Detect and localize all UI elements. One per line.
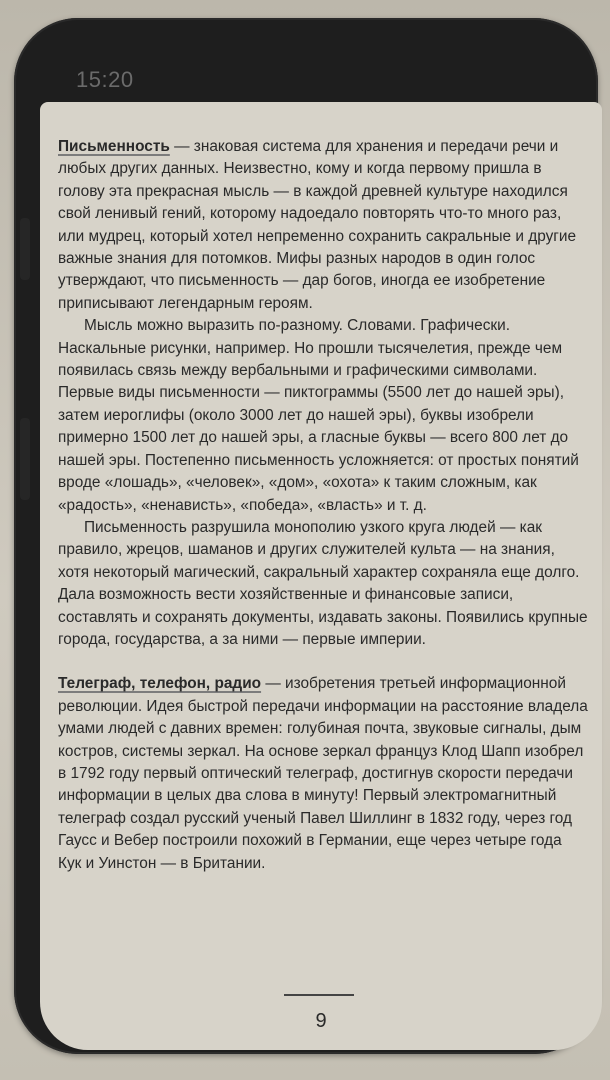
status-time: 15:20 bbox=[76, 67, 134, 92]
section1-paragraph-2: Мысль можно выразить по-разному. Словами. Графически. Наскальные рисунки, например. Но прошли тысячелетия, прежде чем появилась связь между вербальными и графическими символами. Первые виды письменности — пиктограммы (5500 лет до нашей эры), затем иероглифы (около 3000 лет до нашей эры), буквы изобрели примерно 1500 лет до нашей эры, а гласные буквы — всего 800 лет до нашей эры. Постепенно письменность усложняется: от простых понятий вроде «лошадь», «человек», «дом», «охота» к таким сложным, как «радость», «ненависть», «победа», «власть» и т. д. bbox=[58, 317, 579, 514]
section1-paragraph-1 bbox=[58, 136, 588, 315]
page-number: 9 bbox=[315, 1010, 327, 1032]
phone-frame bbox=[14, 18, 598, 1054]
page-screen bbox=[40, 102, 602, 1050]
footer-divider bbox=[284, 994, 354, 996]
term-pismennost: Письменность bbox=[58, 138, 170, 155]
term-telegraf: Телеграф, телефон, радио bbox=[58, 675, 262, 693]
section2-paragraph bbox=[58, 673, 588, 875]
side-button bbox=[20, 218, 30, 280]
section-gap bbox=[58, 651, 588, 673]
side-button bbox=[20, 418, 30, 500]
section1-paragraph-3: Письменность разрушила монополию узкого круга людей — как правило, жрецов, шаманов и других служителей культа — на знания, хотя некоторый магический, сакральный характер сохраняла еще долго. Дала возможность вести хозяйственные и финансовые записи, составлять и сохранять документы, издавать законы. Появились крупные города, государства, а за ними — первые империи. bbox=[58, 518, 588, 648]
status-bar bbox=[76, 58, 556, 102]
section1-text-1: — знаковая система для хранения и передачи речи и любых других данных. Неизвестно, кому и когда первому пришла в голову эта прекрасная мысль — в каждой древней культуре находился свой ленивый гений, которому надоедало повторять что-то много раз, или мудрец, который хотел непременно сохранить сакральные и другие важные знания для потомков. Мифы разных народов в один голос утверждают, что письменность — дар богов, иногда ее изобретение приписывают легендарным героям. bbox=[58, 138, 577, 312]
section2-text: — изобретения третьей информационной революции. Идея быстрой передачи информации на расстояние владела умами людей с давних времен: голубиная почта, звуковые сигналы, дым костров, системы зеркал. На основе зеркал француз Клод Шапп изобрел в 1792 году первый оптический телеграф, достигнув скорости передачи информации в целых два слова в минуту! Первый электромагнитный телеграф создал русский ученый Павел Шиллинг в 1832 году, через год Гаусс и Вебер построили похожий в Германии, еще через четыре года Кук и Уинстон — в Британии. bbox=[58, 675, 588, 872]
article-body bbox=[58, 136, 588, 875]
